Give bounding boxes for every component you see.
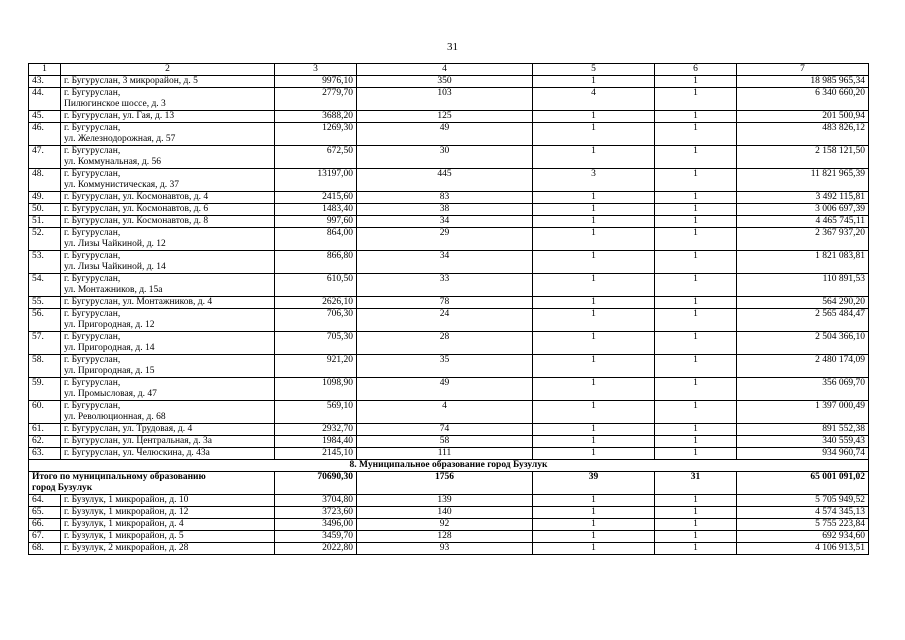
people-cell: 29 bbox=[357, 228, 533, 251]
row-number: 51. bbox=[29, 216, 61, 228]
table-row bbox=[29, 309, 869, 332]
sum-cell: 2 480 174,09 bbox=[737, 355, 869, 378]
col5-cell: 1 bbox=[533, 309, 655, 332]
total-col6: 31 bbox=[655, 472, 737, 495]
sum-cell: 2 504 366,10 bbox=[737, 332, 869, 355]
column-number: 2 bbox=[61, 64, 275, 76]
address-cell bbox=[61, 495, 275, 507]
row-number: 57. bbox=[29, 332, 61, 355]
col5-cell: 1 bbox=[533, 76, 655, 88]
people-cell: 128 bbox=[357, 531, 533, 543]
sum-cell: 356 069,70 bbox=[737, 378, 869, 401]
col5-cell: 1 bbox=[533, 228, 655, 251]
area-cell: 2932,70 bbox=[275, 424, 357, 436]
col5-cell: 1 bbox=[533, 424, 655, 436]
col5-cell: 1 bbox=[533, 111, 655, 123]
col5-cell: 1 bbox=[533, 378, 655, 401]
sum-cell: 1 397 000,49 bbox=[737, 401, 869, 424]
area-cell: 3704,80 bbox=[275, 495, 357, 507]
people-cell: 33 bbox=[357, 274, 533, 297]
col6-cell: 1 bbox=[655, 448, 737, 460]
sum-cell: 4 574 345,13 bbox=[737, 507, 869, 519]
table-row bbox=[29, 297, 869, 309]
address-cell bbox=[61, 378, 275, 401]
row-number: 47. bbox=[29, 146, 61, 169]
people-cell: 350 bbox=[357, 76, 533, 88]
table-body bbox=[29, 64, 869, 555]
row-number: 65. bbox=[29, 507, 61, 519]
row-number: 50. bbox=[29, 204, 61, 216]
address-cell bbox=[61, 448, 275, 460]
table-row bbox=[29, 332, 869, 355]
address-line: ул. Железнодорожная, д. 57 bbox=[64, 134, 176, 144]
address-line: г. Бузулук, 1 микрорайон, д. 4 bbox=[64, 519, 184, 529]
col5-cell: 3 bbox=[533, 169, 655, 192]
address-line: г. Бугуруслан, ул. Космонавтов, д. 4 bbox=[64, 192, 209, 202]
table-row bbox=[29, 216, 869, 228]
row-number: 52. bbox=[29, 228, 61, 251]
sum-cell: 4 465 745,11 bbox=[737, 216, 869, 228]
table-row bbox=[29, 251, 869, 274]
people-cell: 30 bbox=[357, 146, 533, 169]
address-line: г. Бугуруслан, 3 микрорайон, д. 5 bbox=[64, 76, 198, 86]
row-number: 63. bbox=[29, 448, 61, 460]
address-line: г. Бугуруслан, ул. Челюскина, д. 43а bbox=[64, 448, 210, 458]
row-number: 45. bbox=[29, 111, 61, 123]
address-line: г. Бугуруслан, ул. Космонавтов, д. 8 bbox=[64, 216, 209, 226]
people-cell: 4 bbox=[357, 401, 533, 424]
col6-cell: 1 bbox=[655, 309, 737, 332]
address-cell bbox=[61, 309, 275, 332]
row-number: 44. bbox=[29, 88, 61, 111]
address-line: г. Бугуруслан, bbox=[64, 228, 121, 238]
col5-cell: 1 bbox=[533, 495, 655, 507]
col5-cell: 1 bbox=[533, 216, 655, 228]
area-cell: 2779,70 bbox=[275, 88, 357, 111]
section-title: 8. Муниципальное образование город Бузулук bbox=[29, 460, 869, 472]
area-cell: 3688,20 bbox=[275, 111, 357, 123]
area-cell: 2415,60 bbox=[275, 192, 357, 204]
people-cell: 78 bbox=[357, 297, 533, 309]
row-number: 46. bbox=[29, 123, 61, 146]
people-cell: 34 bbox=[357, 216, 533, 228]
address-line: ул. Монтажников, д. 15а bbox=[64, 285, 163, 295]
col5-cell: 1 bbox=[533, 355, 655, 378]
sum-cell: 483 826,12 bbox=[737, 123, 869, 146]
address-line: г. Бугуруслан, bbox=[64, 274, 121, 284]
col5-cell: 1 bbox=[533, 123, 655, 146]
address-cell bbox=[61, 76, 275, 88]
table-row bbox=[29, 436, 869, 448]
address-line: г. Бугуруслан, bbox=[64, 355, 121, 365]
total-label-line: город Бузулук bbox=[32, 483, 93, 493]
address-cell bbox=[61, 436, 275, 448]
people-cell: 111 bbox=[357, 448, 533, 460]
area-cell: 1269,30 bbox=[275, 123, 357, 146]
col5-cell: 1 bbox=[533, 332, 655, 355]
address-line: г. Бугуруслан, bbox=[64, 332, 121, 342]
col6-cell: 1 bbox=[655, 531, 737, 543]
col5-cell: 1 bbox=[533, 519, 655, 531]
people-cell: 103 bbox=[357, 88, 533, 111]
address-cell bbox=[61, 192, 275, 204]
address-line: г. Бугуруслан, ул. Центральная, д. 3а bbox=[64, 436, 212, 446]
sum-cell: 3 006 697,39 bbox=[737, 204, 869, 216]
address-line: ул. Лизы Чайкиной, д. 12 bbox=[64, 239, 166, 249]
people-cell: 125 bbox=[357, 111, 533, 123]
col6-cell: 1 bbox=[655, 123, 737, 146]
row-number: 58. bbox=[29, 355, 61, 378]
row-number: 53. bbox=[29, 251, 61, 274]
col5-cell: 1 bbox=[533, 146, 655, 169]
address-line: г. Бузулук, 1 микрорайон, д. 5 bbox=[64, 531, 184, 541]
col5-cell: 1 bbox=[533, 507, 655, 519]
col6-cell: 1 bbox=[655, 146, 737, 169]
area-cell: 3723,60 bbox=[275, 507, 357, 519]
area-cell: 2145,10 bbox=[275, 448, 357, 460]
row-number: 68. bbox=[29, 543, 61, 555]
people-cell: 140 bbox=[357, 507, 533, 519]
col6-cell: 1 bbox=[655, 507, 737, 519]
col6-cell: 1 bbox=[655, 332, 737, 355]
total-sum: 65 001 091,02 bbox=[737, 472, 869, 495]
area-cell: 864,00 bbox=[275, 228, 357, 251]
address-line: г. Бузулук, 2 микрорайон, д. 28 bbox=[64, 543, 189, 553]
table-row bbox=[29, 274, 869, 297]
area-cell: 2022,80 bbox=[275, 543, 357, 555]
people-cell: 49 bbox=[357, 378, 533, 401]
table-row bbox=[29, 111, 869, 123]
sum-cell: 18 985 965,34 bbox=[737, 76, 869, 88]
table-row bbox=[29, 401, 869, 424]
area-cell: 997,60 bbox=[275, 216, 357, 228]
table-row bbox=[29, 146, 869, 169]
row-number: 49. bbox=[29, 192, 61, 204]
table-row bbox=[29, 543, 869, 555]
address-line: Пилюгинское шоссе, д. 3 bbox=[64, 99, 166, 109]
address-line: ул. Коммунальная, д. 56 bbox=[64, 157, 161, 167]
col5-cell: 1 bbox=[533, 251, 655, 274]
col6-cell: 1 bbox=[655, 204, 737, 216]
row-number: 59. bbox=[29, 378, 61, 401]
row-number: 56. bbox=[29, 309, 61, 332]
address-cell bbox=[61, 543, 275, 555]
address-line: ул. Пригородная, д. 12 bbox=[64, 320, 155, 330]
address-cell bbox=[61, 123, 275, 146]
address-line: г. Бугуруслан, ул. Трудовая, д. 4 bbox=[64, 424, 193, 434]
people-cell: 74 bbox=[357, 424, 533, 436]
people-cell: 445 bbox=[357, 169, 533, 192]
address-line: г. Бугуруслан, ул. Гая, д. 13 bbox=[64, 111, 175, 121]
address-cell bbox=[61, 274, 275, 297]
table-row bbox=[29, 228, 869, 251]
sum-cell: 6 340 660,20 bbox=[737, 88, 869, 111]
area-cell: 1984,40 bbox=[275, 436, 357, 448]
column-number: 7 bbox=[737, 64, 869, 76]
address-line: ул. Лизы Чайкиной, д. 14 bbox=[64, 262, 166, 272]
sum-cell: 2 158 121,50 bbox=[737, 146, 869, 169]
sum-cell: 2 367 937,20 bbox=[737, 228, 869, 251]
col5-cell: 1 bbox=[533, 274, 655, 297]
sum-cell: 2 565 484,47 bbox=[737, 309, 869, 332]
col5-cell: 1 bbox=[533, 531, 655, 543]
address-line: ул. Промысловая, д. 47 bbox=[64, 389, 157, 399]
table-row bbox=[29, 519, 869, 531]
people-cell: 139 bbox=[357, 495, 533, 507]
row-number: 60. bbox=[29, 401, 61, 424]
row-number: 55. bbox=[29, 297, 61, 309]
sum-cell: 1 821 083,81 bbox=[737, 251, 869, 274]
col6-cell: 1 bbox=[655, 355, 737, 378]
row-number: 66. bbox=[29, 519, 61, 531]
table-row bbox=[29, 448, 869, 460]
address-line: г. Бугуруслан, bbox=[64, 401, 121, 411]
address-line: ул. Пригородная, д. 15 bbox=[64, 366, 155, 376]
sum-cell: 201 500,94 bbox=[737, 111, 869, 123]
area-cell: 1483,40 bbox=[275, 204, 357, 216]
table-row bbox=[29, 204, 869, 216]
column-number: 5 bbox=[533, 64, 655, 76]
col6-cell: 1 bbox=[655, 274, 737, 297]
column-number-row bbox=[29, 64, 869, 76]
column-number: 3 bbox=[275, 64, 357, 76]
sum-cell: 5 705 949,52 bbox=[737, 495, 869, 507]
col6-cell: 1 bbox=[655, 169, 737, 192]
address-line: г. Бугуруслан, bbox=[64, 146, 121, 156]
area-cell: 706,30 bbox=[275, 309, 357, 332]
people-cell: 38 bbox=[357, 204, 533, 216]
address-cell bbox=[61, 169, 275, 192]
col6-cell: 1 bbox=[655, 111, 737, 123]
people-cell: 92 bbox=[357, 519, 533, 531]
address-line: г. Бузулук, 1 микрорайон, д. 12 bbox=[64, 507, 189, 517]
col6-cell: 1 bbox=[655, 424, 737, 436]
col6-cell: 1 bbox=[655, 543, 737, 555]
row-number: 43. bbox=[29, 76, 61, 88]
address-cell bbox=[61, 88, 275, 111]
address-line: г. Бузулук, 1 микрорайон, д. 10 bbox=[64, 495, 189, 505]
address-line: г. Бугуруслан, bbox=[64, 123, 121, 133]
col6-cell: 1 bbox=[655, 88, 737, 111]
row-number: 64. bbox=[29, 495, 61, 507]
address-cell bbox=[61, 146, 275, 169]
table-row bbox=[29, 424, 869, 436]
table-row bbox=[29, 378, 869, 401]
address-line: ул. Революционная, д. 68 bbox=[64, 412, 166, 422]
address-line: ул. Пригородная, д. 14 bbox=[64, 343, 155, 353]
col6-cell: 1 bbox=[655, 251, 737, 274]
section-header-row bbox=[29, 460, 869, 472]
col6-cell: 1 bbox=[655, 378, 737, 401]
people-cell: 93 bbox=[357, 543, 533, 555]
column-number: 4 bbox=[357, 64, 533, 76]
col6-cell: 1 bbox=[655, 436, 737, 448]
area-cell: 610,50 bbox=[275, 274, 357, 297]
area-cell: 9976,10 bbox=[275, 76, 357, 88]
table-row bbox=[29, 192, 869, 204]
total-people: 1756 bbox=[357, 472, 533, 495]
total-col5: 39 bbox=[533, 472, 655, 495]
address-line: г. Бугуруслан, bbox=[64, 309, 121, 319]
address-line: г. Бугуруслан, bbox=[64, 378, 121, 388]
row-number: 67. bbox=[29, 531, 61, 543]
row-number: 48. bbox=[29, 169, 61, 192]
col5-cell: 4 bbox=[533, 88, 655, 111]
page-number: 31 bbox=[447, 41, 458, 53]
address-line: г. Бугуруслан, ул. Космонавтов, д. 6 bbox=[64, 204, 209, 214]
people-cell: 24 bbox=[357, 309, 533, 332]
address-line: г. Бугуруслан, bbox=[64, 251, 121, 261]
sum-cell: 110 891,53 bbox=[737, 274, 869, 297]
total-area: 70690,30 bbox=[275, 472, 357, 495]
col5-cell: 1 bbox=[533, 297, 655, 309]
address-cell bbox=[61, 204, 275, 216]
area-cell: 921,20 bbox=[275, 355, 357, 378]
people-cell: 35 bbox=[357, 355, 533, 378]
people-cell: 83 bbox=[357, 192, 533, 204]
column-number: 6 bbox=[655, 64, 737, 76]
col5-cell: 1 bbox=[533, 543, 655, 555]
table-row bbox=[29, 123, 869, 146]
row-number: 62. bbox=[29, 436, 61, 448]
address-cell bbox=[61, 228, 275, 251]
register-table bbox=[28, 63, 869, 555]
address-line: ул. Коммунистическая, д. 37 bbox=[64, 180, 179, 190]
col6-cell: 1 bbox=[655, 401, 737, 424]
address-cell bbox=[61, 507, 275, 519]
row-number: 54. bbox=[29, 274, 61, 297]
address-cell bbox=[61, 216, 275, 228]
table-row bbox=[29, 531, 869, 543]
column-number: 1 bbox=[29, 64, 61, 76]
col5-cell: 1 bbox=[533, 448, 655, 460]
address-line: г. Бугуруслан, bbox=[64, 169, 121, 179]
area-cell: 705,30 bbox=[275, 332, 357, 355]
col6-cell: 1 bbox=[655, 76, 737, 88]
address-cell bbox=[61, 332, 275, 355]
area-cell: 3496,00 bbox=[275, 519, 357, 531]
sum-cell: 5 755 223,84 bbox=[737, 519, 869, 531]
area-cell: 866,80 bbox=[275, 251, 357, 274]
sum-cell: 934 960,74 bbox=[737, 448, 869, 460]
table-row bbox=[29, 88, 869, 111]
col6-cell: 1 bbox=[655, 297, 737, 309]
col5-cell: 1 bbox=[533, 401, 655, 424]
table-row bbox=[29, 76, 869, 88]
table-row bbox=[29, 495, 869, 507]
people-cell: 28 bbox=[357, 332, 533, 355]
address-cell bbox=[61, 297, 275, 309]
sum-cell: 11 821 965,39 bbox=[737, 169, 869, 192]
row-number: 61. bbox=[29, 424, 61, 436]
sum-cell: 3 492 115,81 bbox=[737, 192, 869, 204]
address-cell bbox=[61, 531, 275, 543]
area-cell: 569,10 bbox=[275, 401, 357, 424]
col5-cell: 1 bbox=[533, 436, 655, 448]
sum-cell: 564 290,20 bbox=[737, 297, 869, 309]
area-cell: 672,50 bbox=[275, 146, 357, 169]
people-cell: 58 bbox=[357, 436, 533, 448]
people-cell: 49 bbox=[357, 123, 533, 146]
address-cell bbox=[61, 355, 275, 378]
sum-cell: 4 106 913,51 bbox=[737, 543, 869, 555]
col6-cell: 1 bbox=[655, 216, 737, 228]
col6-cell: 1 bbox=[655, 228, 737, 251]
address-cell bbox=[61, 251, 275, 274]
address-cell bbox=[61, 111, 275, 123]
col6-cell: 1 bbox=[655, 519, 737, 531]
col5-cell: 1 bbox=[533, 204, 655, 216]
table-row bbox=[29, 507, 869, 519]
address-cell bbox=[61, 519, 275, 531]
sum-cell: 891 552,38 bbox=[737, 424, 869, 436]
total-label bbox=[29, 472, 275, 495]
total-row bbox=[29, 472, 869, 495]
area-cell: 2626,10 bbox=[275, 297, 357, 309]
area-cell: 1098,90 bbox=[275, 378, 357, 401]
col6-cell: 1 bbox=[655, 495, 737, 507]
address-line: г. Бугуруслан, bbox=[64, 88, 121, 98]
area-cell: 3459,70 bbox=[275, 531, 357, 543]
table-row bbox=[29, 169, 869, 192]
address-cell bbox=[61, 424, 275, 436]
table-row bbox=[29, 355, 869, 378]
area-cell: 13197,00 bbox=[275, 169, 357, 192]
sum-cell: 340 559,43 bbox=[737, 436, 869, 448]
col5-cell: 1 bbox=[533, 192, 655, 204]
address-line: г. Бугуруслан, ул. Монтажников, д. 4 bbox=[64, 297, 213, 307]
address-cell bbox=[61, 401, 275, 424]
sum-cell: 692 934,60 bbox=[737, 531, 869, 543]
people-cell: 34 bbox=[357, 251, 533, 274]
total-label-line: Итого по муниципальному образованию bbox=[32, 472, 206, 482]
col6-cell: 1 bbox=[655, 192, 737, 204]
